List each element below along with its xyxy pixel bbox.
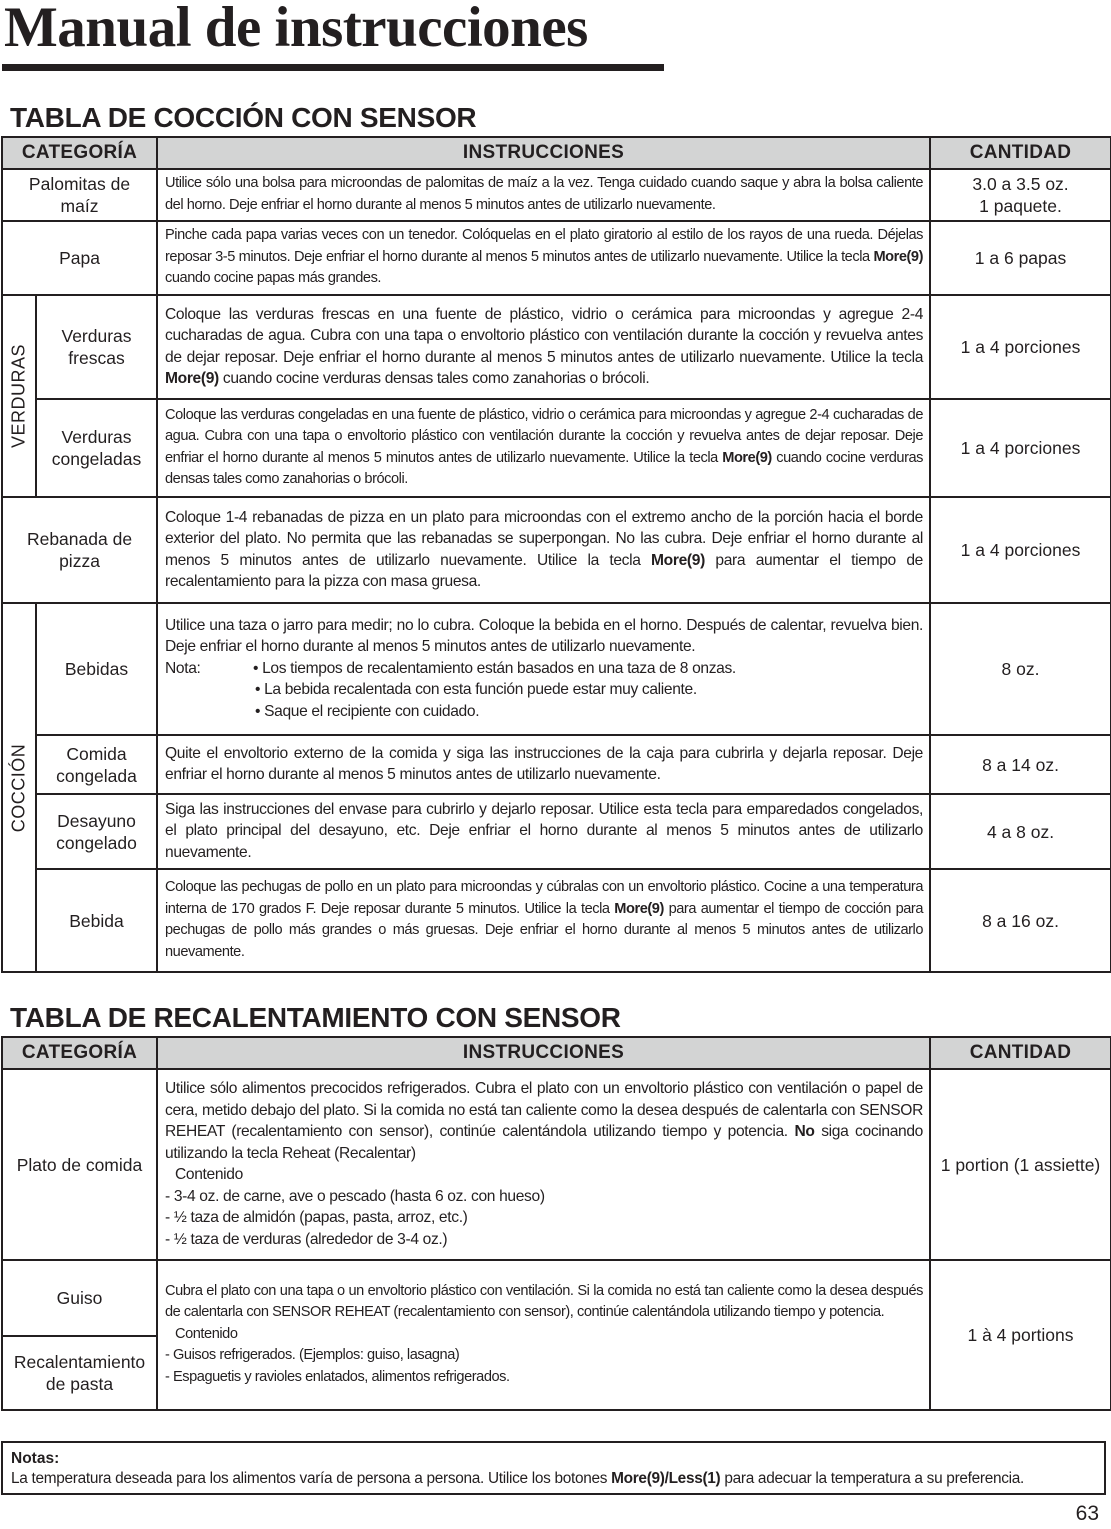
more-key-label: More(9) [651, 551, 705, 569]
table-header-row [2, 1037, 1111, 1069]
instructions-cell [157, 221, 930, 295]
group-label-coccion [2, 603, 36, 972]
sensor-reheat-table [1, 1036, 1111, 1411]
group-label-text: COCCIÓN [8, 743, 29, 832]
contents-label: Contenido [175, 1166, 243, 1183]
category-cell: Rebanada de pizza [2, 497, 157, 603]
table-row [2, 794, 1111, 869]
page-number: 63 [1075, 1502, 1099, 1525]
instructions-text: Coloque 1-4 rebanadas de pizza en un plato para microondas con el extremo ancho de la porción hacia el borde exterior del plato. No permita que las rebanadas se superpongan. No las cubra. Deje enfriar el horno durante al menos 5 minutos antes de utilizarlo nuevamente. Utilice la tecla [165, 508, 924, 569]
contents-item: - Guisos refrigerados. (Ejemplos: guiso, lasagna) [165, 1347, 460, 1364]
instructions-text: siga cocinando utilizando la tecla Reheat (Recalentar) [165, 1123, 923, 1162]
table-row [2, 869, 1111, 972]
instructions-text: Pinche cada papa varias veces con un tenedor. Colóquelas en el plato giratorio al estilo de los rayos de una rueda. Déjelas reposar 3-5 minutos. Deje enfriar el horno durante al menos 5 minutos antes de utilizarlo nuevamente. Utilice la tecla [165, 227, 924, 265]
instructions-cell [157, 1069, 930, 1260]
quantity-cell: 1 a 4 porciones [930, 295, 1111, 399]
quantity-cell: 1 a 4 porciones [930, 497, 1111, 603]
more-less-keys-label: More(9)/Less(1) [611, 1470, 721, 1487]
quantity-cell: 8 a 14 oz. [930, 735, 1111, 794]
contents-item: - 3-4 oz. de carne, ave o pescado (hasta 6 oz. con hueso) [165, 1187, 545, 1205]
quantity-line: 1 paquete. [979, 196, 1062, 216]
notes-title: Notas: [11, 1450, 60, 1467]
contents-item: - Espaguetis y ravioles enlatados, alimentos refrigerados. [165, 1368, 510, 1385]
group-label-text: VERDURAS [8, 343, 29, 449]
quantity-cell: 8 a 16 oz. [930, 869, 1111, 972]
table-row [2, 1260, 1111, 1336]
table-row [2, 221, 1111, 295]
instructions-cell: Siga las instrucciones del envase para cubrirlo y dejarlo reposar. Utilice esta tecla para emparedados congelados, el plato principal del desayuno, etc. Deje enfriar el horno durante al menos 5 minutos antes de utilizarlo nuevamente. [157, 794, 930, 869]
more-key-label: More(9) [165, 370, 219, 387]
no-emphasis: No [794, 1123, 815, 1140]
sensor-cooking-table [1, 136, 1111, 973]
quantity-cell: 4 a 8 oz. [930, 794, 1111, 869]
quantity-cell [930, 169, 1111, 221]
page-title: Manual de instrucciones [4, 0, 588, 59]
category-cell: Bebida [36, 869, 157, 972]
category-cell: Verduras frescas [36, 295, 157, 399]
table-row [2, 497, 1111, 603]
category-cell: Plato de comida [2, 1069, 157, 1260]
column-header-category: CATEGORÍA [2, 1037, 157, 1069]
instructions-text: Cubra el plato con una tapa o un envoltorio plástico con ventilación. Si la comida no está tan caliente como la desea después de calentarla con SENSOR REHEAT (recalentamiento con sensor), continúe calentándola utilizando tiempo y potencia. [165, 1282, 923, 1321]
table-row [2, 295, 1111, 399]
instructions-cell [157, 399, 930, 497]
category-cell: Comida congelada [36, 735, 157, 794]
quantity-cell: 1 portion (1 assiette) [930, 1069, 1111, 1260]
column-header-category: CATEGORÍA [2, 137, 157, 169]
category-cell: Palomitas de maíz [2, 169, 157, 221]
title-rule [2, 64, 664, 71]
notes-text [11, 1470, 1024, 1487]
table-header-row [2, 137, 1111, 169]
instructions-cell: Utilice sólo una bolsa para microondas de palomitas de maíz a la vez. Tenga cuidado cuando saque y abra la bolsa caliente del horno. Deje enfriar el horno durante al menos 5 minutos antes de utilizarlo nuevamente. [157, 169, 930, 221]
instructions-cell [157, 497, 930, 603]
instructions-text: Coloque las pechugas de pollo en un plato para microondas y cúbralas con un envoltorio plástico. Cocine a una temperatura interna de 170 grados F. Deje reposar durante 5 minutos. Utilice la tecla [165, 879, 924, 917]
column-header-quantity: CANTIDAD [930, 1037, 1111, 1069]
notes-box [1, 1441, 1106, 1495]
instructions-text: Utilice una taza o jarro para medir; no lo cubra. Coloque la bebida en el horno. Después de calentar, revuelva bien. Deje enfriar el horno durante al menos 5 minutos antes de utilizarlo nuevamente. [165, 616, 924, 656]
table-row [2, 399, 1111, 497]
note-item: • Saque el recipiente con cuidado. [255, 702, 480, 720]
instructions-text: cuando cocine papas más grandes. [165, 270, 382, 287]
category-cell: Recalentamiento de pasta [2, 1336, 157, 1410]
column-header-quantity: CANTIDAD [930, 137, 1111, 169]
note-label: Nota: [165, 659, 201, 677]
group-label-verduras [2, 295, 36, 497]
category-cell: Bebidas [36, 603, 157, 735]
sensor-cooking-title: TABLA DE COCCIÓN CON SENSOR [10, 102, 477, 133]
instructions-cell [157, 1260, 930, 1410]
table-row [2, 735, 1111, 794]
instructions-text: para aumentar el tiempo de recalentamiento para la pizza con masa gruesa. [165, 551, 924, 590]
quantity-cell: 1 a 4 porciones [930, 399, 1111, 497]
instructions-text: para aumentar el tiempo de cocción para pechugas de pollo más grandes o más gruesas. Deje enfriar el horno durante al menos 5 minutos antes de utilizarlo nuevamente. [165, 900, 924, 960]
instructions-cell [157, 869, 930, 972]
category-cell: Desayuno congelado [36, 794, 157, 869]
instructions-text: Coloque las verduras congeladas en una fuente de plástico, vidrio o cerámica para microondas y agregue 2-4 cucharadas de agua. Cubra con una tapa o envoltorio plástico con ventilación durante la cocción y revuelva antes de dejar reposar. Deje enfriar el horno durante al menos 5 minutos antes de utilizarlo nuevamente. Utilice la tecla [165, 406, 924, 466]
instructions-text: Utilice sólo alimentos precocidos refrigerados. Cubra el plato con un envoltorio plástico con ventilación o papel de cera, metido debajo del plato. Si la comida no está tan caliente como la desea después de calentarla con SENSOR REHEAT (recalentamiento con sensor), continúe calentándola utilizando tiempo y potencia. [165, 1080, 923, 1140]
instructions-cell [157, 603, 930, 735]
note-item: • Los tiempos de recalentamiento están basados en una taza de 8 onzas. [253, 659, 736, 677]
contents-item: - ½ taza de verduras (alrededor de 3-4 oz.) [165, 1230, 448, 1248]
column-header-instructions: INSTRUCCIONES [157, 1037, 930, 1069]
quantity-cell: 8 oz. [930, 603, 1111, 735]
contents-label: Contenido [175, 1325, 238, 1342]
instructions-text: cuando cocine verduras densas tales como zanahorias o brócoli. [165, 449, 924, 487]
column-header-instructions: INSTRUCCIONES [157, 137, 930, 169]
more-key-label: More(9) [614, 900, 664, 917]
notes-text-part: para adecuar la temperatura a su preferencia. [720, 1470, 1024, 1487]
instructions-text: cuando cocine verduras densas tales como zanahorias o brócoli. [218, 370, 650, 387]
quantity-cell: 1 à 4 portions [930, 1260, 1111, 1410]
contents-item: - ½ taza de almidón (papas, pasta, arroz, etc.) [165, 1209, 468, 1226]
table-row [2, 169, 1111, 221]
notes-text-part: La temperatura deseada para los alimentos varía de persona a persona. Utilice los botones [11, 1470, 612, 1487]
instructions-text: Coloque las verduras frescas en una fuente de plástico, vidrio o cerámica para microondas y agregue 2-4 cucharadas de agua. Cubra con una tapa o envoltorio plástico con ventilación durante la cocción y revuelva antes de dejar reposar. Deje enfriar el horno durante al menos 5 minutos antes de utilizarlo nuevamente. Utilice la tecla [165, 305, 924, 366]
instructions-cell [157, 295, 930, 399]
instructions-cell: Quite el envoltorio externo de la comida y siga las instrucciones de la caja para cubrirla y dejarla reposar. Deje enfriar el horno durante al menos 5 minutos antes de utilizarlo nuevamente. [157, 735, 930, 794]
quantity-cell: 1 a 6 papas [930, 221, 1111, 295]
note-item: • La bebida recalentada con esta función puede estar muy caliente. [255, 681, 697, 699]
table-row [2, 603, 1111, 735]
more-key-label: More(9) [873, 248, 924, 265]
quantity-line: 3.0 a 3.5 oz. [972, 174, 1069, 194]
category-cell: Guiso [2, 1260, 157, 1336]
more-key-label: More(9) [722, 449, 772, 466]
table-row [2, 1069, 1111, 1260]
category-cell: Papa [2, 221, 157, 295]
category-cell: Verduras congeladas [36, 399, 157, 497]
sensor-reheat-title: TABLA DE RECALENTAMIENTO CON SENSOR [10, 1002, 621, 1033]
